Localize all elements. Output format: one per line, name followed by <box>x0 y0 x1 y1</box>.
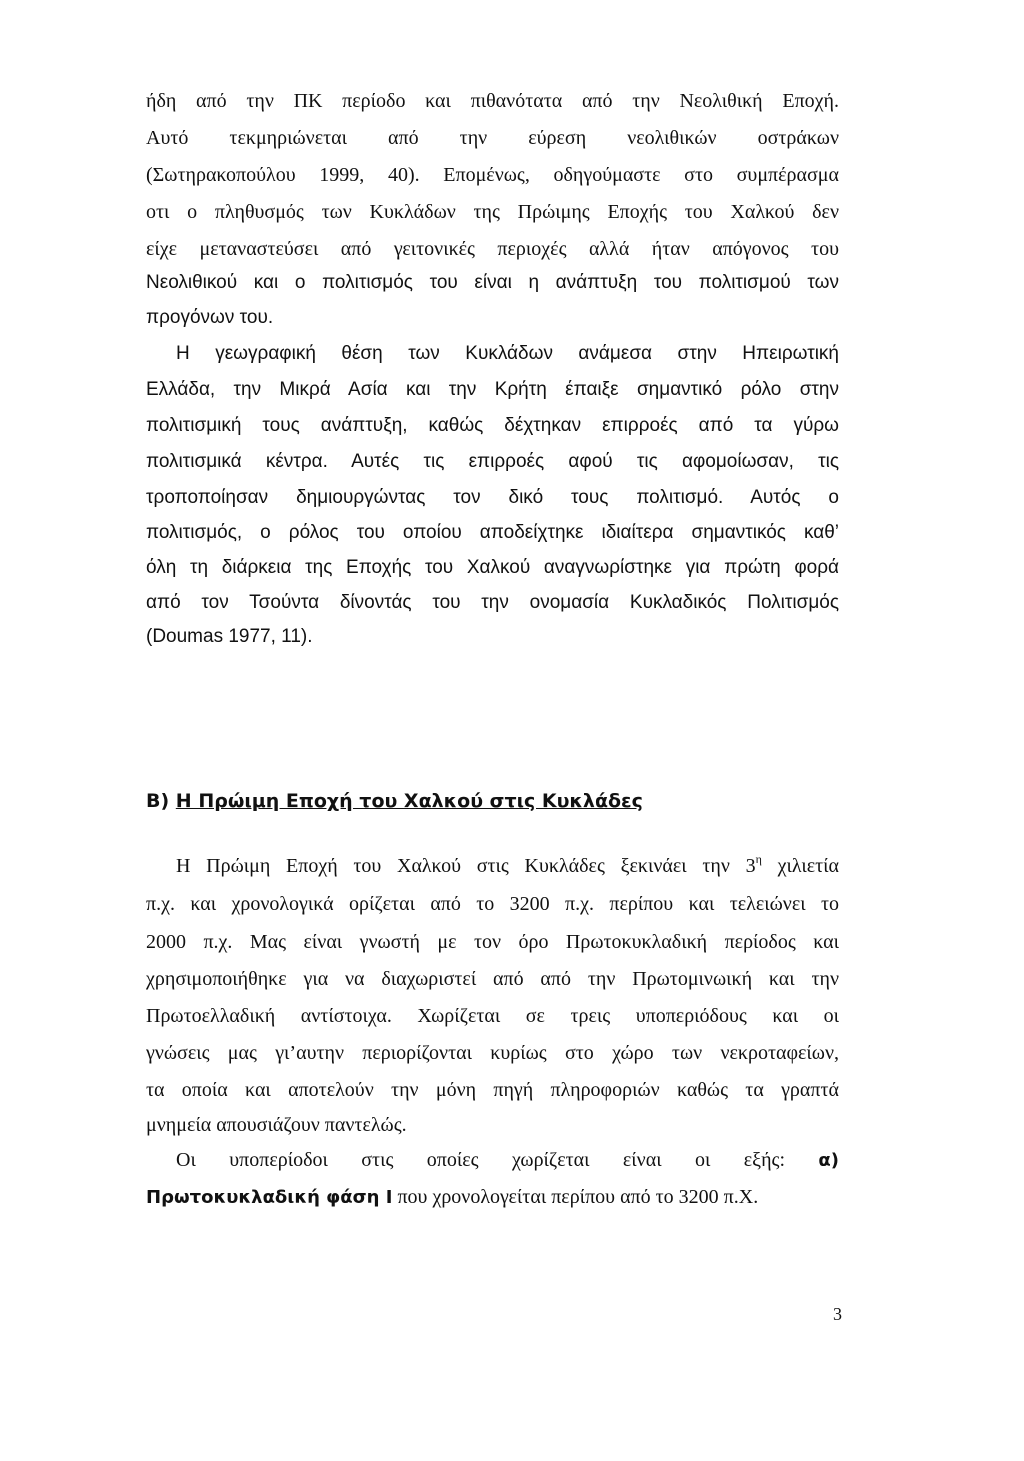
list-marker: α) <box>818 1150 839 1171</box>
paragraph-1-line: Αυτό τεκμηριώνεται από την εύρεση νεολιθικών οστράκων <box>146 127 839 149</box>
paragraph-1-line: προγόνων του. <box>146 307 274 328</box>
paragraph-2-line: όλη τη διάρκεια της Εποχής του Χαλκού αναγνωρίστηκε για πρώτη φορά <box>146 557 839 578</box>
ordinal-superscript: η <box>755 852 762 866</box>
paragraph-2-line: πολιτισμικά κέντρα. Αυτές τις επιρροές αφού τις αφομοίωσαν, τις <box>146 451 839 472</box>
paragraph-2-line: Ελλάδα, την Μικρά Ασία και την Κρήτη έπαιξε σημαντικό ρόλο στην <box>146 379 839 400</box>
section-heading-prefix: Β) <box>146 790 170 812</box>
paragraph-3-line: γνώσεις μας γι’αυτην περιορίζονται κυρίως στο χώρο των νεκροταφείων, <box>146 1042 839 1064</box>
paragraph-1-line: είχε μεταναστεύσει από γειτονικές περιοχές αλλά ήταν απόγονος του <box>146 238 839 260</box>
paragraph-1-line: οτι ο πληθυσμός των Κυκλάδων της Πρώιμης Εποχής του Χαλκού δεν <box>146 201 839 223</box>
paragraph-3-line: 2000 π.χ. Μας είναι γνωστή με τον όρο Πρωτοκυκλαδική περίοδος και <box>146 931 839 953</box>
paragraph-1-line: (Σωτηρακοπούλου 1999, 40). Επομένως, οδηγούμαστε στο συμπέρασμα <box>146 164 839 186</box>
section-heading-title: Η Πρώιμη Εποχή του Χαλκού στις Κυκλάδες <box>175 790 643 812</box>
paragraph-3-line: τα οποία και αποτελούν την μόνη πηγή πληροφοριών καθώς τα γραπτά <box>146 1079 839 1101</box>
paragraph-2-line: (Doumas 1977, 11). <box>146 626 313 647</box>
paragraph-1-line: ήδη από την ΠΚ περίοδο και πιθανότατα από την Νεολιθική Εποχή. <box>146 90 839 112</box>
paragraph-3-line: χρησιμοποιήθηκε για να διαχωριστεί από από την Πρωτομινωική και την <box>146 968 839 990</box>
paragraph-3-line: μνημεία απουσιάζουν παντελώς. <box>146 1114 407 1136</box>
paragraph-2-line: πολιτισμός, ο ρόλος του οποίου αποδείχτηκε ιδιαίτερα σημαντικός καθ’ <box>146 522 839 543</box>
paragraph-2-line: από τον Τσούντα δίνοντάς του την ονομασία Κυκλαδικός Πολιτισμός <box>146 592 839 613</box>
paragraph-3-line: π.χ. και χρονολογικά ορίζεται από το 3200 π.χ. περίπου και τελειώνει το <box>146 893 839 915</box>
page-number: 3 <box>833 1304 842 1324</box>
paragraph-3-line: Πρωτοελλαδική αντίστοιχα. Χωρίζεται σε τρεις υποπεριόδους και οι <box>146 1005 839 1027</box>
paragraph-2-line: πολιτισμική τους ανάπτυξη, καθώς δέχτηκαν επιρροές από τα γύρω <box>146 415 839 436</box>
paragraph-2-line: Η γεωγραφική θέση των Κυκλάδων ανάμεσα στην Ηπειρωτική <box>176 343 839 364</box>
paragraph-3-line <box>146 851 839 881</box>
paragraph-4-line <box>146 1145 839 1175</box>
paragraph-3-line-text: χιλιετία <box>761 855 839 877</box>
paragraph-1-line: Νεολιθικού και ο πολιτισμός του είναι η ανάπτυξη του πολιτισμού των <box>146 272 839 293</box>
paragraph-4-line-text: Οι υποπερίοδοι στις οποίες χωρίζεται είναι οι εξής: <box>176 1149 786 1171</box>
paragraph-3-line-text: Η Πρώιμη Εποχή του Χαλκού στις Κυκλάδες ξεκινάει την 3 <box>176 855 756 877</box>
phase-name: Πρωτοκυκλαδική φάση Ι <box>146 1187 393 1208</box>
paragraph-4-line-text: που χρονολογείται περίπου από το 3200 π.Χ. <box>392 1186 759 1208</box>
paragraph-4-line <box>146 1182 839 1212</box>
section-heading <box>146 786 839 816</box>
paragraph-2-line: τροποποίησαν δημιουργώντας τον δικό τους πολιτισμό. Αυτός ο <box>146 487 839 508</box>
